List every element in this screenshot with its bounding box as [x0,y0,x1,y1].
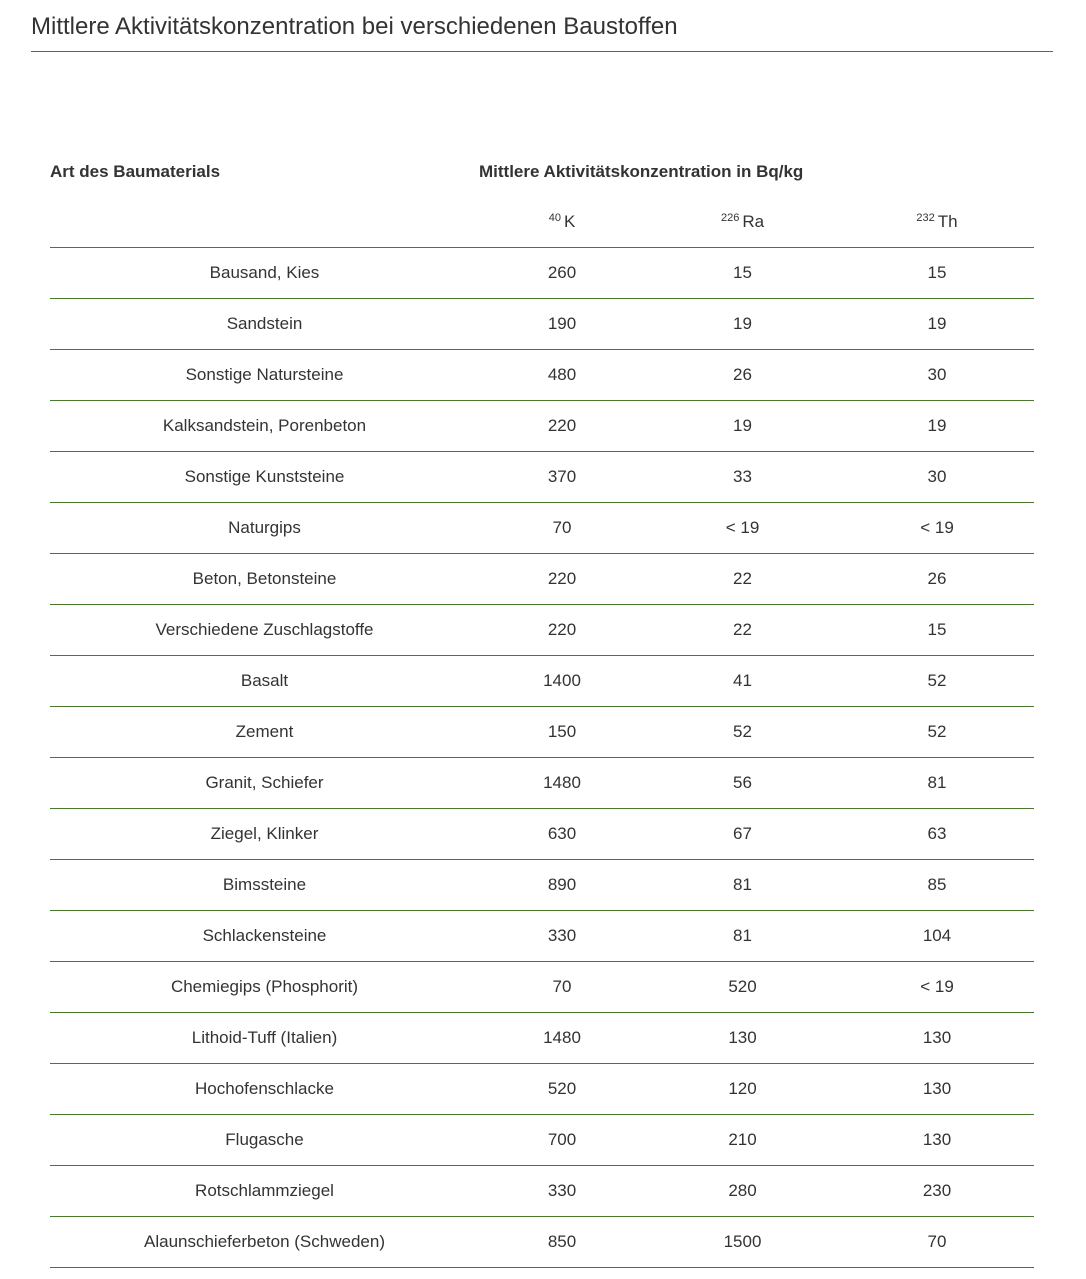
material-cell: Hochofenschlacke [50,1064,479,1115]
material-cell: Beton, Betonsteine [50,554,479,605]
th-value-cell: 70 [840,1217,1034,1268]
table-row [50,911,1034,962]
th-value-cell: 52 [840,707,1034,758]
th-value-cell: 104 [840,911,1034,962]
k-value-cell: 1480 [479,758,645,809]
material-cell: Schlackensteine [50,911,479,962]
isotope-symbol-th: Th [937,211,958,231]
th-value-cell: 85 [840,860,1034,911]
table-body [50,248,1034,1268]
isotope-header-th [840,196,1034,248]
material-cell: Alaunschieferbeton (Schweden) [50,1217,479,1268]
isotope-mass-th: 232 [916,211,935,224]
concentration-table-container [50,148,1034,1268]
table-row [50,1064,1034,1115]
k-value-cell: 330 [479,911,645,962]
table-row [50,1217,1034,1268]
header-empty-cell [50,196,479,248]
material-cell: Sonstige Natursteine [50,350,479,401]
table-row [50,605,1034,656]
ra-value-cell: 41 [645,656,840,707]
k-value-cell: 70 [479,962,645,1013]
k-value-cell: 150 [479,707,645,758]
k-value-cell: 370 [479,452,645,503]
table-row [50,860,1034,911]
th-value-cell: 15 [840,248,1034,299]
material-cell: Lithoid-Tuff (Italien) [50,1013,479,1064]
ra-value-cell: 1500 [645,1217,840,1268]
table-row [50,758,1034,809]
table-row [50,299,1034,350]
ra-value-cell: 22 [645,605,840,656]
material-cell: Basalt [50,656,479,707]
material-cell: Sonstige Kunststeine [50,452,479,503]
ra-value-cell: 33 [645,452,840,503]
material-cell: Zement [50,707,479,758]
concentration-table [50,148,1034,1268]
k-value-cell: 1480 [479,1013,645,1064]
isotope-header-k [479,196,645,248]
th-value-cell: 19 [840,299,1034,350]
th-value-cell: 230 [840,1166,1034,1217]
material-cell: Bimssteine [50,860,479,911]
th-value-cell: < 19 [840,503,1034,554]
table-row [50,809,1034,860]
isotope-symbol-k: K [563,211,576,231]
material-cell: Sandstein [50,299,479,350]
table-row [50,401,1034,452]
material-cell: Kalksandstein, Porenbeton [50,401,479,452]
th-value-cell: 19 [840,401,1034,452]
th-value-cell: 130 [840,1115,1034,1166]
k-value-cell: 330 [479,1166,645,1217]
table-header [50,148,1034,248]
table-row [50,1115,1034,1166]
k-value-cell: 1400 [479,656,645,707]
isotope-mass-k: 40 [548,211,561,224]
isotope-symbol-ra: Ra [742,211,765,231]
material-cell: Ziegel, Klinker [50,809,479,860]
k-value-cell: 850 [479,1217,645,1268]
ra-value-cell: 81 [645,860,840,911]
ra-value-cell: < 19 [645,503,840,554]
table-isotope-row [50,196,1034,248]
table-row [50,656,1034,707]
th-value-cell: 81 [840,758,1034,809]
material-cell: Bausand, Kies [50,248,479,299]
k-value-cell: 70 [479,503,645,554]
table-row [50,554,1034,605]
table-header-row [50,148,1034,196]
material-cell: Granit, Schiefer [50,758,479,809]
th-value-cell: 30 [840,350,1034,401]
k-value-cell: 700 [479,1115,645,1166]
th-value-cell: 130 [840,1064,1034,1115]
k-value-cell: 260 [479,248,645,299]
ra-value-cell: 56 [645,758,840,809]
ra-value-cell: 81 [645,911,840,962]
k-value-cell: 190 [479,299,645,350]
k-value-cell: 630 [479,809,645,860]
table-row [50,452,1034,503]
table-row [50,350,1034,401]
ra-value-cell: 120 [645,1064,840,1115]
th-value-cell: 15 [840,605,1034,656]
table-row [50,707,1034,758]
ra-value-cell: 15 [645,248,840,299]
material-cell: Flugasche [50,1115,479,1166]
th-value-cell: 130 [840,1013,1034,1064]
material-cell: Rotschlammziegel [50,1166,479,1217]
th-value-cell: 63 [840,809,1034,860]
ra-value-cell: 19 [645,299,840,350]
k-value-cell: 520 [479,1064,645,1115]
th-value-cell: 52 [840,656,1034,707]
table-row [50,962,1034,1013]
header-material: Art des Baumaterials [50,162,221,181]
page-title: Mittlere Aktivitätskonzentration bei verschiedenen Baustoffen [31,10,1053,52]
header-concentration: Mittlere Aktivitätskonzentration in Bq/kg [479,162,804,181]
material-cell: Verschiedene Zuschlagstoffe [50,605,479,656]
th-value-cell: 26 [840,554,1034,605]
k-value-cell: 220 [479,554,645,605]
material-cell: Naturgips [50,503,479,554]
ra-value-cell: 520 [645,962,840,1013]
ra-value-cell: 26 [645,350,840,401]
table-row [50,248,1034,299]
ra-value-cell: 130 [645,1013,840,1064]
k-value-cell: 220 [479,401,645,452]
ra-value-cell: 210 [645,1115,840,1166]
isotope-header-ra [645,196,840,248]
th-value-cell: < 19 [840,962,1034,1013]
k-value-cell: 480 [479,350,645,401]
table-row [50,1013,1034,1064]
table-row [50,1166,1034,1217]
ra-value-cell: 22 [645,554,840,605]
ra-value-cell: 52 [645,707,840,758]
k-value-cell: 890 [479,860,645,911]
th-value-cell: 30 [840,452,1034,503]
ra-value-cell: 280 [645,1166,840,1217]
k-value-cell: 220 [479,605,645,656]
ra-value-cell: 67 [645,809,840,860]
isotope-mass-ra: 226 [720,211,740,224]
material-cell: Chemiegips (Phosphorit) [50,962,479,1013]
ra-value-cell: 19 [645,401,840,452]
table-row [50,503,1034,554]
